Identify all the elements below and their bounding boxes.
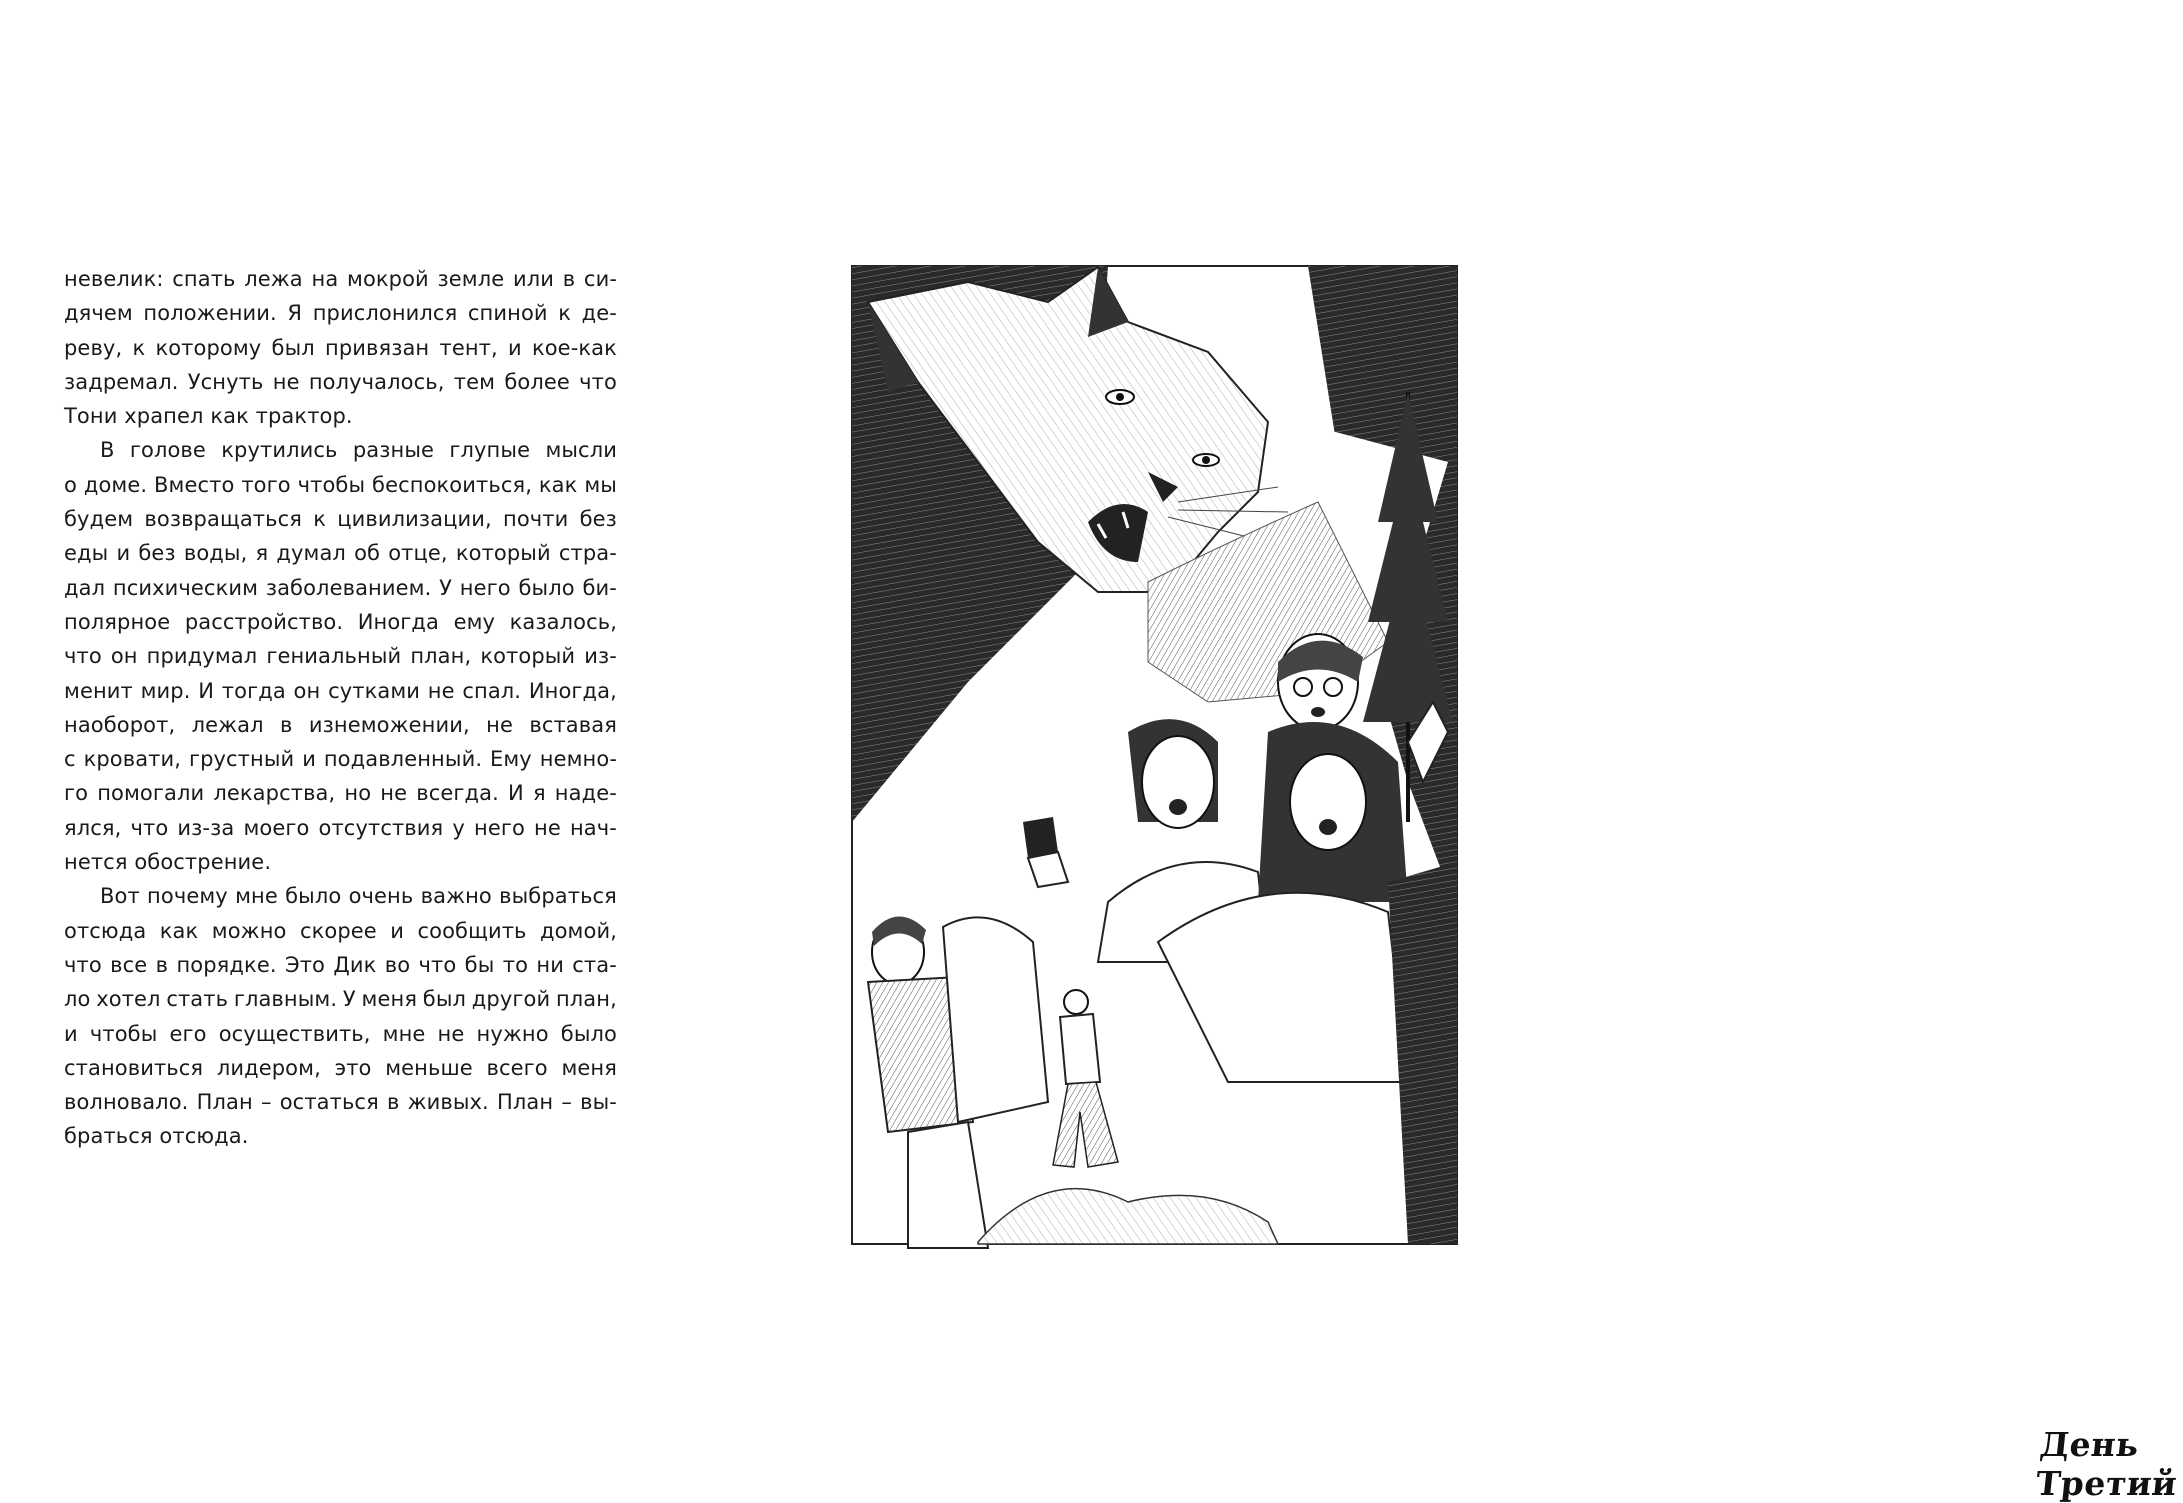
word: было [285,884,342,909]
word: меня [361,987,418,1012]
word: в [386,1090,400,1115]
word: то [502,952,529,977]
word: я [532,781,546,806]
word: лежал [191,712,264,737]
word: тент, [439,335,498,360]
word: моего [243,815,310,840]
word: Вместо [154,472,235,497]
text-line [64,571,617,605]
word: Иногда, [528,678,617,703]
word: помогали [97,781,205,806]
illustration [848,262,2180,1503]
word: думал [276,541,346,566]
word: де- [581,301,617,326]
word: изнеможении, [308,712,470,737]
word: еды [64,541,109,566]
text-line [64,262,617,296]
word: крутились [221,438,338,463]
word: ло [64,987,91,1012]
word: к [132,335,146,360]
word: И [508,781,524,806]
word: без [138,541,176,566]
text-line [64,879,617,913]
word: ни [536,952,564,977]
word: нется [64,850,128,875]
word: во [384,952,411,977]
word: не [427,678,455,703]
text-line [64,605,617,639]
illustration-caption: День Третий [2033,1425,2180,1503]
text-line [64,982,617,1016]
word: был [271,335,315,360]
word: спал. [462,678,522,703]
word: мне [382,1021,426,1046]
word: его [169,1021,207,1046]
text-line [64,296,617,330]
word: придумал [146,644,258,669]
word: очень [348,884,414,909]
word: лидером, [216,1055,321,1080]
word: он [110,644,138,669]
text-line [64,1017,617,1051]
word: в [280,712,293,737]
word: обострение. [134,850,272,875]
word: но [344,781,372,806]
word: Я [287,301,303,326]
word: храпел [124,404,204,429]
word: было [518,575,575,600]
text-line [64,811,617,845]
text-line [64,914,617,948]
word: грустный [188,747,295,772]
word: можно [211,918,287,943]
text-line [64,948,617,982]
word: как [538,472,578,497]
word: дал [64,575,106,600]
word: расстройство. [184,609,344,634]
word: из-за [177,815,235,840]
word: мир. [140,678,191,703]
word: бы [464,952,495,977]
word: было [560,1021,617,1046]
word: не [437,1021,465,1046]
word: и [302,747,316,772]
word: Это [284,952,325,977]
word: Тони [64,404,118,429]
word: порядке. [176,952,277,977]
word: получалось, [308,369,445,394]
text-column [64,262,617,1154]
word: голове [129,438,206,463]
word: всего [486,1055,548,1080]
word: выбраться [499,884,617,909]
word: трактор. [255,404,353,429]
word: все [110,952,148,977]
word: задремал. [64,369,179,394]
word: стра- [558,541,617,566]
word: из- [584,644,617,669]
text-line [64,433,617,467]
word: разные [352,438,435,463]
word: – [260,1090,272,1115]
word: Ему [490,747,532,772]
word: беспокоиться, [372,472,532,497]
word: почти [503,507,569,532]
word: стать [166,987,229,1012]
word: земле [437,267,505,291]
word: не [380,781,408,806]
word: наоборот, [64,712,176,737]
illustration-sketch [848,262,1461,1248]
text-line [64,1085,617,1119]
word: как [159,918,199,943]
word: доме. [83,472,148,497]
word: с [64,747,76,772]
word: воды, [183,541,248,566]
word: и [64,1021,78,1046]
word: Уснуть [187,369,264,394]
word: это [334,1055,372,1080]
word: положении. [143,301,277,326]
word: осуществить, [218,1021,371,1046]
word: к [313,507,327,532]
word: би- [582,575,617,600]
word: сутками [328,678,421,703]
word: цивилизации, [337,507,492,532]
text-line [64,776,617,810]
word: и [507,335,522,360]
word: него [459,575,511,600]
text-line [64,468,617,502]
word: спиной [467,301,548,326]
word: на [311,267,339,291]
word: В [100,438,115,463]
word: чтобы [89,1021,158,1046]
word: без [579,507,617,532]
word: более [504,369,570,394]
word: и [116,541,131,566]
word: о [64,472,77,497]
word: что [579,369,617,394]
word: другой [471,987,551,1012]
word: Вот [100,884,140,909]
word: прислонился [312,301,458,326]
text-line [64,502,617,536]
word: немно- [539,747,617,772]
word: всегда. [416,781,499,806]
word: у [452,815,465,840]
word: менит [64,678,133,703]
text-line [64,399,617,433]
word: не [534,815,561,840]
word: си- [583,267,617,291]
word: важно [420,884,492,909]
word: как [210,404,249,429]
word: чтобы [297,472,366,497]
word: ста- [572,952,617,977]
word: Иногда [357,609,440,634]
word: го [64,781,89,806]
word: который [480,644,576,669]
word: меня [561,1055,617,1080]
word: психическим [112,575,259,600]
word: кровати, [83,747,182,772]
word: что [130,815,169,840]
word: кое-как [531,335,617,360]
word: план, [555,987,617,1012]
word: мысли [545,438,617,463]
word: гениальный [266,644,402,669]
word: возвращаться [144,507,302,532]
text-line [64,331,617,365]
word: дячем [64,301,133,326]
word: волновало. [64,1090,189,1115]
word: И [198,678,215,703]
word: вы- [580,1090,617,1115]
text-line [64,845,617,879]
word: что [64,952,102,977]
word: того [241,472,291,497]
word: У [439,575,453,600]
word: него [473,815,525,840]
word: он [293,678,321,703]
word: который [455,541,551,566]
word: почему [147,884,228,909]
word: Дик [333,952,377,977]
word: лекарства, [213,781,336,806]
word: лежа [244,267,303,291]
text-line [64,536,617,570]
text-line [64,639,617,673]
word: глупые [449,438,531,463]
word: План [497,1090,554,1115]
word: мы [584,472,617,497]
word: мне [235,884,278,909]
word: которому [155,335,262,360]
word: что [64,644,102,669]
word: что [418,952,457,977]
word: отсюда. [159,1124,249,1149]
text-line [64,1051,617,1085]
word: браться [64,1124,153,1149]
word: план, [410,644,472,669]
word: спать [172,267,236,291]
word: в [155,952,169,977]
word: я [255,541,269,566]
word: заболеванием. [265,575,432,600]
word: привязан [324,335,430,360]
word: домой, [539,918,617,943]
word: об [354,541,381,566]
word: или [513,267,555,291]
word: будем [64,507,134,532]
word: остаться [279,1090,379,1115]
word: меньше [385,1055,473,1080]
word: казалось, [509,609,617,634]
text-line [64,1119,617,1153]
word: в [562,267,576,291]
word: был [422,987,467,1012]
word: тем [453,369,496,394]
word: к [558,301,572,326]
word: мокрой [347,267,429,291]
word: главным. [233,987,338,1012]
text-line [64,708,617,742]
word: У [342,987,356,1012]
word: План [196,1090,253,1115]
word: нач- [569,815,617,840]
word: отсутствия [318,815,444,840]
word: живых. [407,1090,489,1115]
word: полярное [64,609,171,634]
word: хотел [96,987,161,1012]
word: тогда [221,678,286,703]
text-line [64,742,617,776]
text-line [64,365,617,399]
word: не [486,712,513,737]
word: нужно [476,1021,549,1046]
word: наде- [554,781,617,806]
word: невелик: [64,267,164,291]
word: не [272,369,300,394]
word: вставая [529,712,617,737]
word: скорее [299,918,377,943]
word: сообщить [417,918,527,943]
word: становиться [64,1055,204,1080]
word: ему [453,609,496,634]
word: ялся, [64,815,122,840]
word: подавленный. [323,747,483,772]
text-line [64,674,617,708]
word: отсюда [64,918,147,943]
word: реву, [64,335,123,360]
word: отце, [388,541,448,566]
word: – [561,1090,572,1115]
word: и [390,918,405,943]
